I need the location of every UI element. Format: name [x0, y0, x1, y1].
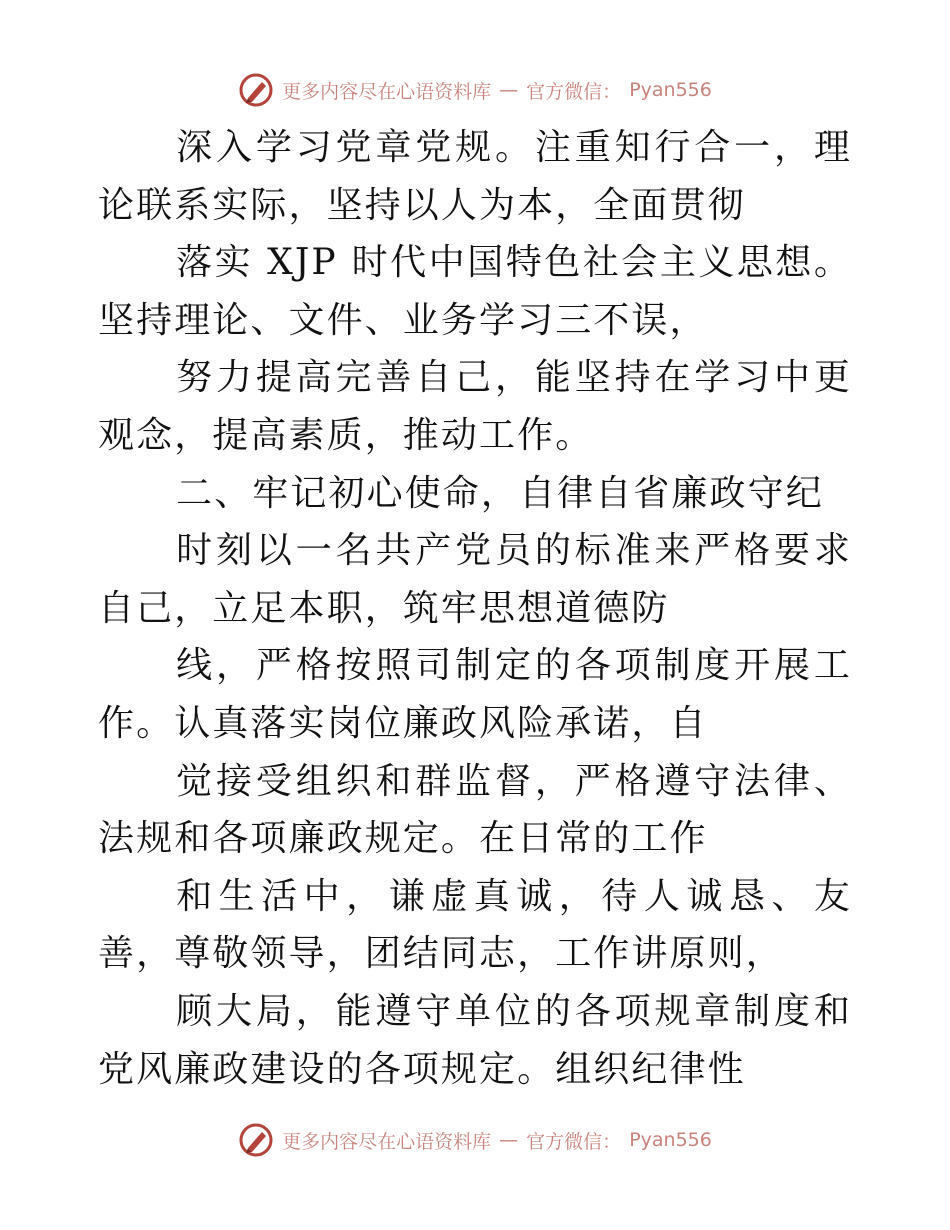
watermark-wechat-label: 官方微信：: [526, 1130, 622, 1153]
paragraph: 深入学习党章党规。注重知行合一，理论联系实际，坚持以人为本，全面贯彻: [98, 127, 852, 226]
watermark-separator: —: [499, 1129, 519, 1151]
pen-logo-icon: [238, 72, 274, 108]
watermark-text: 更多内容尽在心语资料库: [282, 1130, 492, 1153]
footer-watermark: [0, 1120, 950, 1160]
header-watermark: [0, 70, 950, 110]
watermark-text: 更多内容尽在心语资料库: [282, 80, 492, 103]
watermark-wechat-label: 官方微信：: [526, 80, 622, 103]
paragraph: 线，严格按照司制定的各项制度开展工作。认真落实岗位廉政风险承诺，自: [98, 645, 852, 744]
pen-logo-icon: [238, 1122, 274, 1158]
section-heading: 二、牢记初心使命，自律自省廉政守纪: [176, 472, 824, 514]
watermark-wechat-id: Pyan556: [629, 79, 712, 101]
watermark-separator: —: [499, 79, 519, 101]
paragraph: 觉接受组织和群监督，严格遵守法律、法规和各项廉政规定。在日常的工作: [98, 760, 852, 860]
paragraph: 顾大局，能遵守单位的各项规章制度和党风廉政建设的各项规定。组织纪律性: [98, 990, 852, 1090]
document-body: [98, 119, 852, 1098]
paragraph: 和生活中，谦虚真诚，待人诚恳、友善，尊敬领导，团结同志，工作讲原则，: [98, 875, 852, 975]
watermark-wechat-id: Pyan556: [629, 1129, 712, 1151]
paragraph: 努力提高完善自己，能坚持在学习中更观念，提高素质，推动工作。: [98, 357, 852, 456]
paragraph: 落实 XJP 时代中国特色社会主义思想。坚持理论、文件、业务学习三不误，: [98, 242, 852, 341]
paragraph: 时刻以一名共产党员的标准来严格要求自己，立足本职，筑牢思想道德防: [98, 530, 852, 629]
